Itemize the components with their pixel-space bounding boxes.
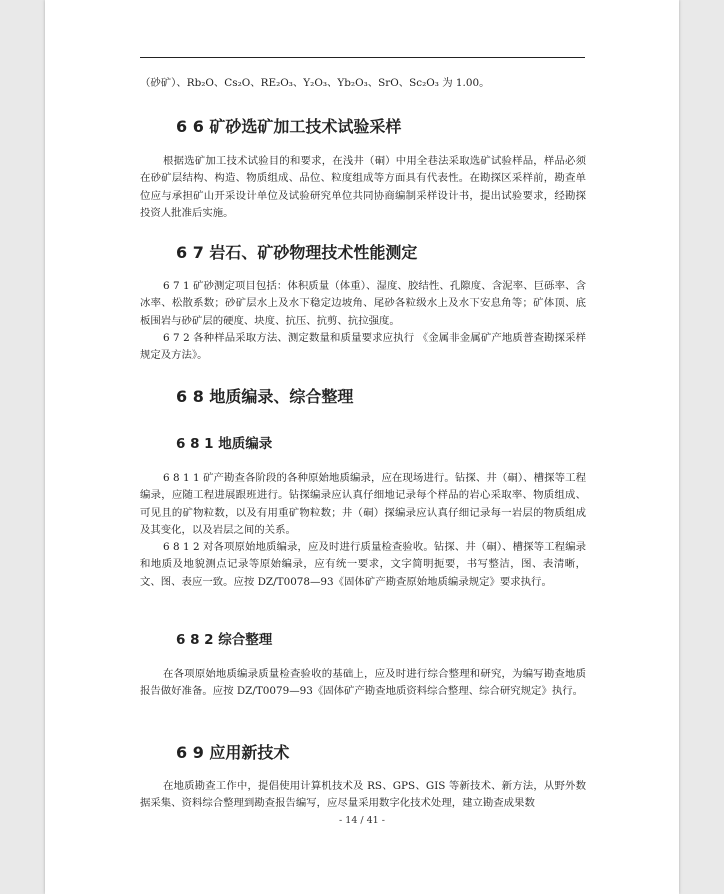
subsection-heading-6-8-1: 6 8 1 地质编录 bbox=[176, 436, 273, 452]
continued-paragraph: （砂矿）、Rb₂O、Cs₂O、RE₂O₃、Y₂O₃、Yb₂O₃、SrO、Sc₂O₃ 为 1.00。 bbox=[140, 77, 490, 89]
section-heading-6-6: 6 6 矿砂选矿加工技术试验采样 bbox=[176, 117, 402, 136]
paragraph-6-8-1-2: 6 8 1 2 对各项原始地质编录，应及时进行质量检查验收。钻探、井（硐）、槽探等工程编录和地质及地貌测点记录等原始编录，应有统一要求，文字简明扼要，书写整洁，图、表清晰，文、图、表应一致。应按 DZ/T0078—93《固体矿产勘查原始地质编录规定》要求执行。 bbox=[140, 541, 586, 588]
subsection-heading-6-8-2: 6 8 2 综合整理 bbox=[176, 632, 273, 648]
paragraph-6-9: 在地质勘查工作中，提倡使用计算机技术及 RS、GPS、GIS 等新技术、新方法，从野外数据采集、资料综合整理到勘查报告编写，应尽量采用数字化技术处理，建立勘查成果数 bbox=[140, 780, 586, 810]
paragraph-6-6: 根据选矿加工技术试验目的和要求，在浅井（硐）中用全巷法采取选矿试验样品，样品必须在砂矿层结构、构造、物质组成、品位、粒度组成等方面具有代表性。在勘探区采样前，勘查单位应与承担矿山开采设计单位及试验研究单位共同协商编制采样设计书，提出试验要求，经勘探投资人批准后实施。 bbox=[140, 155, 586, 219]
section-heading-6-9: 6 9 应用新技术 bbox=[176, 743, 290, 762]
header-rule bbox=[140, 57, 585, 58]
page-number: - 14 / 41 - bbox=[339, 815, 385, 826]
paragraph-6-7-1: 6 7 1 矿砂测定项目包括：体积质量（体重）、湿度、胶结性、孔隙度、含泥率、巨砾率、含冰率、松散系数；砂矿层水上及水下稳定边坡角、尾砂各粒级水上及水下安息角等；矿体顶、底板围岩与砂矿层的硬度、块度、抗压、抗剪、抗拉强度。 bbox=[140, 280, 586, 327]
paragraph-6-7-2: 6 7 2 各种样品采取方法、测定数量和质量要求应执行 《金属非金属矿产地质普查勘探采样规定及方法》。 bbox=[140, 332, 586, 362]
section-heading-6-7: 6 7 岩石、矿砂物理技术性能测定 bbox=[176, 243, 418, 262]
paragraph-6-8-2: 在各项原始地质编录质量检查验收的基础上，应及时进行综合整理和研究，为编写勘查地质报告做好准备。应按 DZ/T0079—93《固体矿产勘查地质资料综合整理、综合研究规定》执行。 bbox=[140, 668, 586, 698]
section-heading-6-8: 6 8 地质编录、综合整理 bbox=[176, 387, 354, 406]
paragraph-6-8-1-1: 6 8 1 1 矿产勘查各阶段的各种原始地质编录，应在现场进行。钻探、井（硐）、槽探等工程编录，应随工程进展跟班进行。钻探编录应认真仔细地记录每个样品的岩心采取率、物质组成、可见且的矿物粒数，以及有用重矿物粒数；井（硐）探编录应认真仔细记录每一岩层的物质组成及其变化，以及岩层之间的关系。 bbox=[140, 472, 586, 536]
